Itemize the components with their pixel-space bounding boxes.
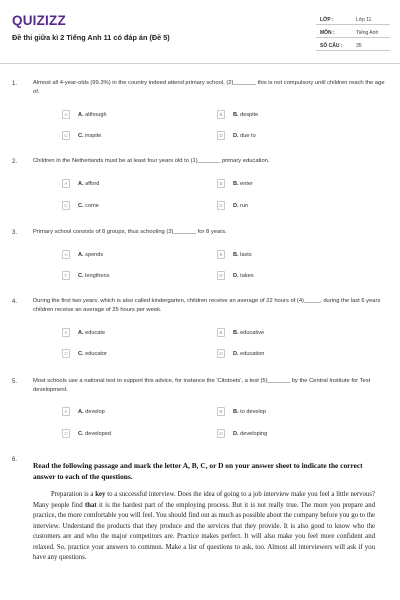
question-stem: During the first two years, which is also called kindergarten, children receive an average of 22 hours of (4)_____, during the last 6 years children receive an average of 25 hours per week. bbox=[33, 298, 381, 313]
option-letter-box: A bbox=[62, 250, 70, 259]
option-text: run bbox=[240, 202, 249, 209]
option-letter-box: A bbox=[62, 407, 70, 416]
option-text: to develop bbox=[240, 408, 266, 415]
option-text: developed bbox=[85, 430, 111, 437]
meta-value: 35 bbox=[356, 43, 362, 49]
question-number: 3. bbox=[12, 230, 18, 236]
question-stem: Almost all 4-year-olds (99.3%) in the country indeed attend primary school, (2)_______ this is not compulsory until children reach the age of. bbox=[33, 80, 385, 95]
option-letter-box: A bbox=[62, 328, 70, 337]
option-text: educator bbox=[85, 350, 107, 357]
option-letter-box: C bbox=[62, 429, 70, 438]
question-stem: Most schools use a national test to support this advice, for instance the 'Citotoets', a test (5)_______ by the Central Institute for Test development. bbox=[33, 378, 371, 393]
meta-key: MÔN : bbox=[320, 30, 335, 36]
option-letter-box: D bbox=[217, 429, 225, 438]
meta-key: LỚP : bbox=[320, 17, 334, 23]
highlight-key: key bbox=[95, 491, 106, 498]
passage-instruction: Read the following passage and mark the letter A, B, C, or D on your answer sheet to indicate the correct answer to each of the questions. bbox=[33, 461, 363, 481]
quizizz-logo: QUIZIZZ bbox=[12, 13, 66, 28]
option-text: spends bbox=[85, 251, 104, 258]
option-text: develop bbox=[85, 408, 105, 415]
option-letter-box: B bbox=[217, 407, 225, 416]
option-letter-box: C bbox=[62, 201, 70, 210]
header-divider bbox=[0, 63, 400, 64]
option-text: despite bbox=[240, 111, 259, 118]
meta-value: Tiếng Anh bbox=[356, 30, 379, 36]
meta-key: SỐ CÂU : bbox=[320, 43, 343, 49]
highlight-that: that bbox=[84, 501, 97, 509]
question-stem: Children in the Netherlands must be at least four years old to (1)_______ primary education. bbox=[33, 158, 270, 164]
meta-row-subject bbox=[316, 25, 390, 38]
question-number: 1. bbox=[12, 81, 18, 87]
option-text: educate bbox=[85, 329, 106, 336]
option-letter-box: D bbox=[217, 201, 225, 210]
option-text: takes bbox=[240, 272, 254, 279]
option-text: afford bbox=[85, 180, 100, 187]
option-text: due to bbox=[240, 132, 256, 139]
option-text: lengthens bbox=[85, 272, 110, 279]
option-letter-box: B bbox=[217, 250, 225, 259]
option-letter-box: D bbox=[217, 271, 225, 280]
page-header bbox=[0, 0, 400, 62]
question-stem: Primary school consists of 8 groups, thus schooling (3)_______ for 8 years. bbox=[33, 229, 227, 235]
option-letter-box: C bbox=[62, 131, 70, 140]
option-letter-box: A bbox=[62, 110, 70, 119]
option-letter-box: C bbox=[62, 271, 70, 280]
option-text: educative bbox=[240, 329, 265, 336]
option-letter-box: B bbox=[217, 179, 225, 188]
page-title: Đề thi giữa kì 2 Tiếng Anh 11 có đáp án (Đề 5) bbox=[12, 33, 170, 42]
question-number: 6. bbox=[12, 457, 18, 463]
meta-row-class bbox=[316, 12, 390, 25]
meta-row-count bbox=[316, 38, 390, 51]
option-letter-box: D bbox=[217, 349, 225, 358]
question-number: 4. bbox=[12, 299, 18, 305]
option-letter-box: B bbox=[217, 110, 225, 119]
meta-value: Lớp 11 bbox=[356, 17, 372, 23]
question-number: 5. bbox=[12, 379, 18, 385]
option-text: inspite bbox=[85, 132, 102, 139]
option-letter-box: C bbox=[62, 349, 70, 358]
option-text: although bbox=[85, 111, 107, 118]
option-text: enter bbox=[240, 180, 253, 187]
option-text: come bbox=[85, 202, 99, 209]
question-number: 2. bbox=[12, 159, 18, 165]
option-letter-box: A bbox=[62, 179, 70, 188]
option-text: education bbox=[240, 350, 265, 357]
reading-passage: Preparation is a key to a successful interview. Does the idea of going to a job interview make you feel a little nervous? Many people find that it is the hardest part of the employing process. But it is not really true. The more you prepare and practice, the more comfortable you will feel. You should find out as much as possible about the company before you go to the interview. Understand the products that they produce and the services that they provide. It is also good to know who the customers are and who the major competitors are. Practice makes perfect. It will also make you feel more confident and relaxed. So, practice your answers to common. Make a list of questions to ask, too. Almost all interviewers will ask if you have any questions. bbox=[33, 491, 375, 561]
option-text: developing bbox=[240, 430, 268, 437]
option-text: lasts bbox=[240, 251, 252, 258]
option-letter-box: B bbox=[217, 328, 225, 337]
option-letter-box: D bbox=[217, 131, 225, 140]
